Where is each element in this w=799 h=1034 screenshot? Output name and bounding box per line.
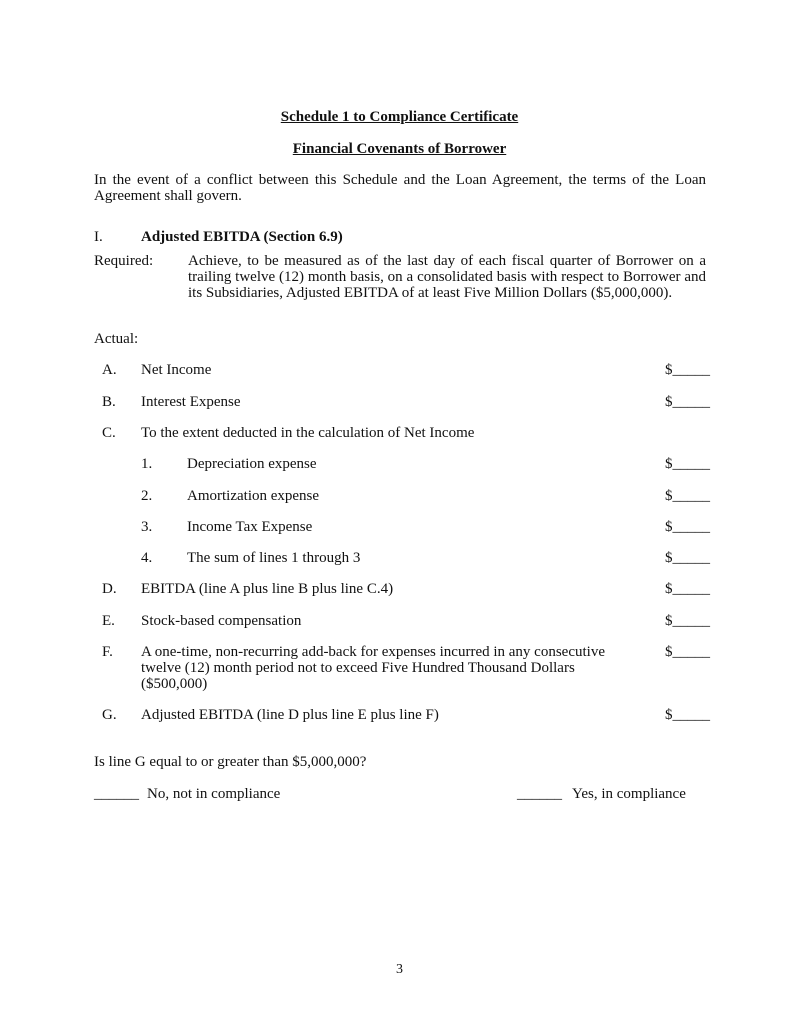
compliance-question: Is line G equal to or greater than $5,000,000? <box>94 754 367 770</box>
required-text: Achieve, to be measured as of the last day of each fiscal quarter of Borrower on a trailing twelve (12) month basis, on a consolidated basis with respect to Borrower and its Subsidiaries, Adjusted EBITDA of at least Five Million Dollars ($5,000,000). <box>188 253 706 301</box>
line-c1-text: Depreciation expense <box>187 456 317 472</box>
line-c4-number: 4. <box>141 550 153 566</box>
yes-compliance-blank[interactable]: ______ <box>517 786 562 802</box>
actual-label: Actual: <box>94 331 139 347</box>
line-g-text: Adjusted EBITDA (line D plus line E plus line F) <box>141 707 439 723</box>
schedule-title: Schedule 1 to Compliance Certificate <box>280 109 519 125</box>
line-c2-number: 2. <box>141 488 153 504</box>
line-d-text: EBITDA (line A plus line B plus line C.4) <box>141 581 394 597</box>
line-c3-text: Income Tax Expense <box>187 519 313 535</box>
line-e-amount[interactable]: $_____ <box>665 613 710 629</box>
intro-paragraph: In the event of a conflict between this Schedule and the Loan Agreement, the terms of the Loan Agreement shall govern. <box>94 172 706 204</box>
line-g-letter: G. <box>102 707 117 723</box>
line-c2-amount[interactable]: $_____ <box>665 488 710 504</box>
line-c1-amount[interactable]: $_____ <box>665 456 710 472</box>
line-c4-amount[interactable]: $_____ <box>665 550 710 566</box>
line-e-letter: E. <box>102 613 115 629</box>
line-f-letter: F. <box>102 644 113 660</box>
line-b-letter: B. <box>102 394 116 410</box>
line-d-letter: D. <box>102 581 117 597</box>
covenants-title: Financial Covenants of Borrower <box>292 141 507 157</box>
line-c-letter: C. <box>102 425 116 441</box>
line-f-text: A one-time, non-recurring add-back for expenses incurred in any consecutive twelve (12) month period not to exceed Five Hundred Thousand Dollars ($500,000) <box>141 644 605 692</box>
line-a-text: Net Income <box>141 362 212 378</box>
line-e-text: Stock-based compensation <box>141 613 302 629</box>
line-c3-amount[interactable]: $_____ <box>665 519 710 535</box>
line-f-amount[interactable]: $_____ <box>665 644 710 660</box>
section-number: I. <box>94 229 103 245</box>
line-c1-number: 1. <box>141 456 153 472</box>
yes-compliance-label: Yes, in compliance <box>572 786 686 802</box>
required-label: Required: <box>94 253 154 269</box>
section-title: Adjusted EBITDA (Section 6.9) <box>141 229 343 245</box>
line-c3-number: 3. <box>141 519 153 535</box>
line-c2-text: Amortization expense <box>187 488 320 504</box>
line-g-amount[interactable]: $_____ <box>665 707 710 723</box>
line-b-amount[interactable]: $_____ <box>665 394 710 410</box>
page-number: 3 <box>396 962 403 977</box>
line-c-text: To the extent deducted in the calculation of Net Income <box>141 425 475 441</box>
line-b-text: Interest Expense <box>141 394 241 410</box>
line-d-amount[interactable]: $_____ <box>665 581 710 597</box>
line-c4-text: The sum of lines 1 through 3 <box>187 550 361 566</box>
line-a-letter: A. <box>102 362 117 378</box>
no-compliance-label: No, not in compliance <box>147 786 281 802</box>
line-a-amount[interactable]: $_____ <box>665 362 710 378</box>
no-compliance-blank[interactable]: ______ <box>94 786 139 802</box>
